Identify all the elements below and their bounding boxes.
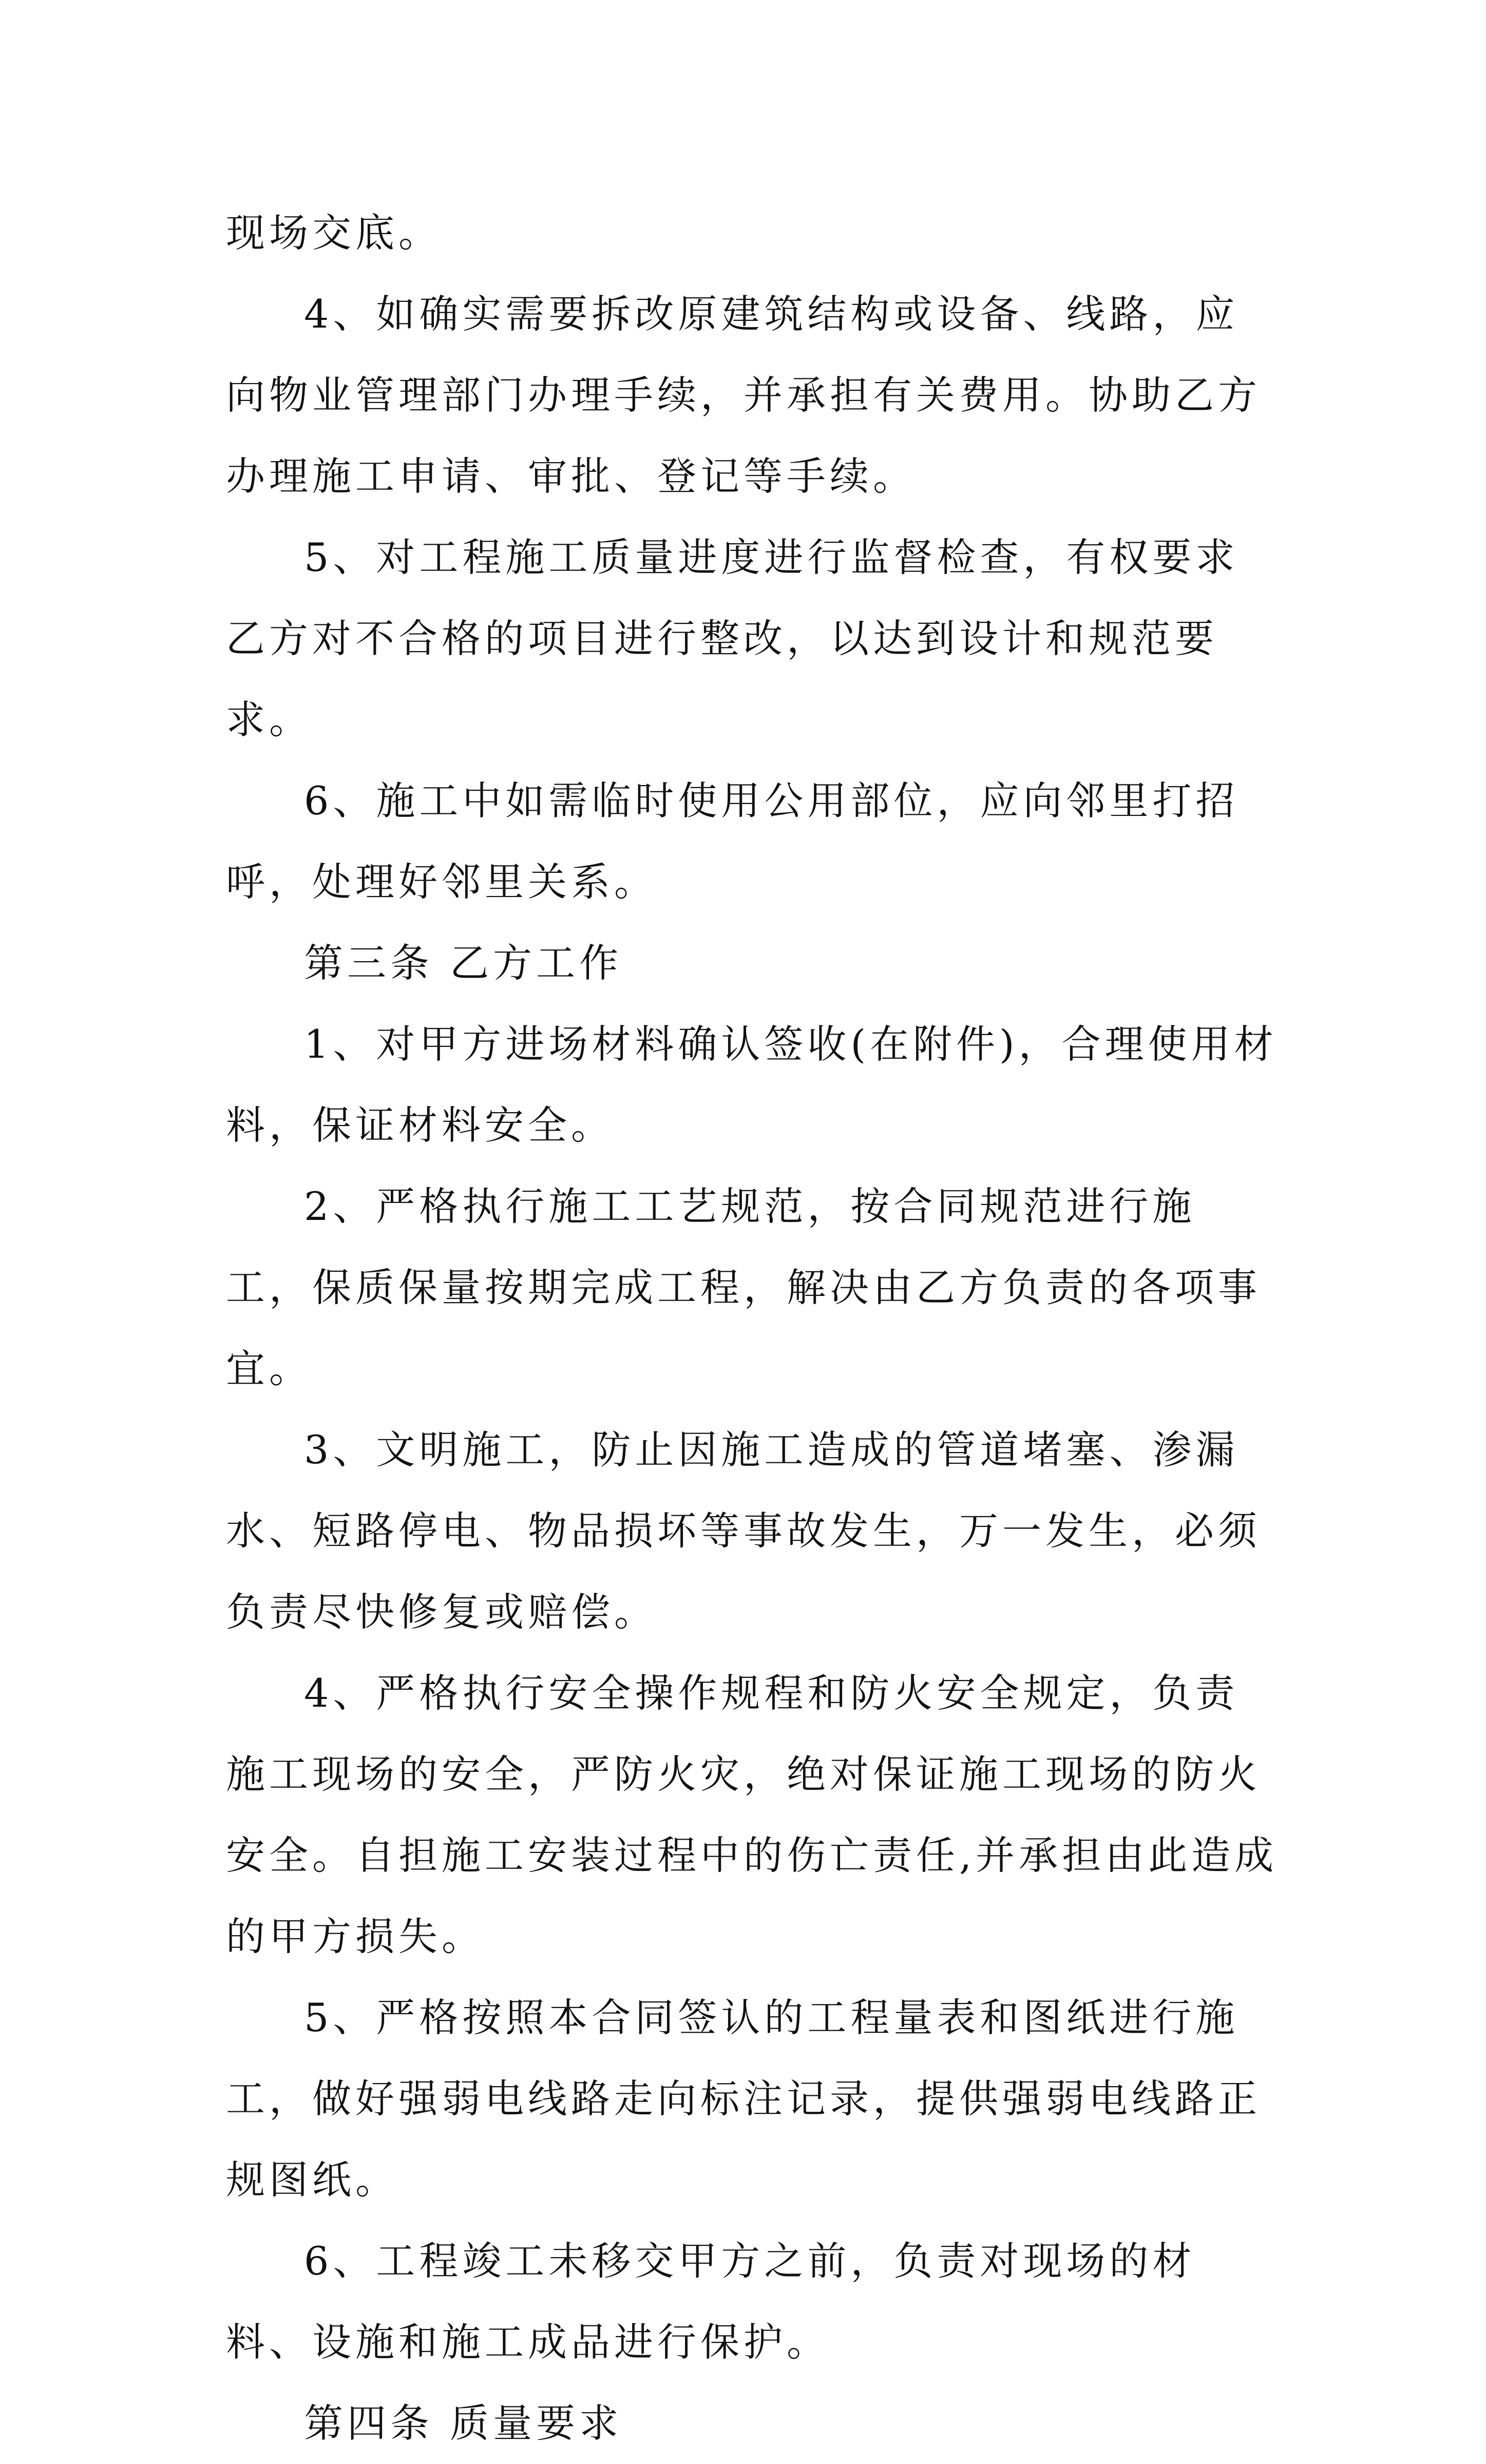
paragraph-party-b-item-3: 3、文明施工，防止因施工造成的管道堵塞、渗漏水、短路停电、物品损坏等事故发生，万一发生，必须负责尽快修复或赔偿。 — [226, 1427, 1261, 1635]
paragraph-party-b-item-1: 1、对甲方进场材料确认签收(在附件)，合理使用材料，保证材料安全。 — [226, 1021, 1278, 1148]
paragraph-party-a-item-6: 6、施工中如需临时使用公用部位，应向邻里打招呼，处理好邻里关系。 — [226, 778, 1239, 905]
paragraph-party-b-item-2: 2、严格执行施工工艺规范，按合同规范进行施工，保质保量按期完成工程，解决由乙方负责的各项事宜。 — [226, 1183, 1261, 1391]
paragraph-party-a-item-4: 4、如确实需要拆改原建筑结构或设备、线路，应向物业管理部门办理手续，并承担有关费用。协助乙方办理施工申请、审批、登记等手续。 — [226, 291, 1261, 499]
article-3-heading: 第三条 乙方工作 — [304, 940, 623, 986]
paragraph-party-b-item-6: 6、工程竣工未移交甲方之前，负责对现场的材料、设施和施工成品进行保护。 — [226, 2238, 1196, 2365]
paragraph-party-a-item-5: 5、对工程施工质量进度进行监督检查，有权要求乙方对不合格的项目进行整改，以达到设计和规范要求。 — [226, 534, 1239, 742]
paragraph-continuation: 现场交底。 — [226, 210, 442, 256]
document-body — [226, 193, 1279, 2464]
paragraph-party-b-item-4: 4、严格执行安全操作规程和防火安全规定，负责施工现场的安全，严防火灾，绝对保证施工现场的防火安全。自担施工安装过程中的伤亡责任,并承担由此造成的甲方损失。 — [226, 1670, 1278, 1959]
paragraph-party-b-item-5: 5、严格按照本合同签认的工程量表和图纸进行施工，做好强弱电线路走向标注记录，提供强弱电线路正规图纸。 — [226, 1995, 1261, 2203]
article-4-heading: 第四条 质量要求 — [304, 2400, 623, 2446]
